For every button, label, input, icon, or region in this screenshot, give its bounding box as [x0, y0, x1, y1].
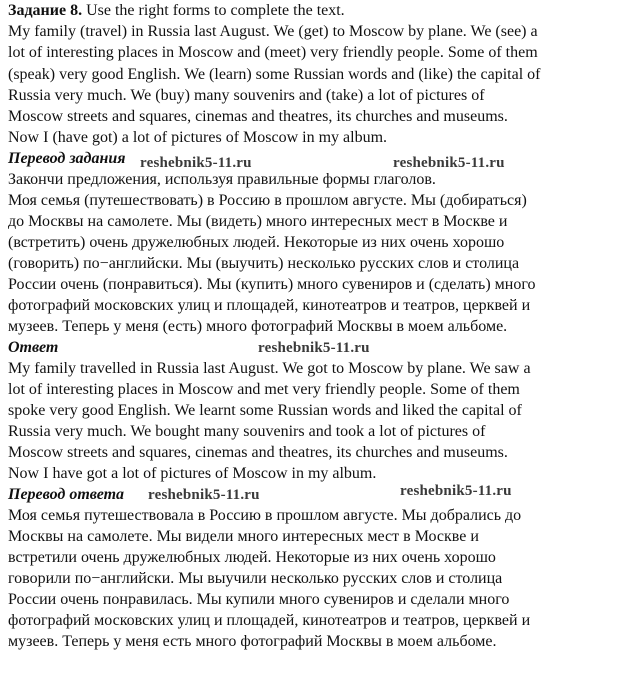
task-label: Задание 8.: [8, 2, 83, 19]
exercise-line: Now I (have got) a lot of pictures of Moscow in my album.: [8, 129, 388, 146]
answer-line: lot of interesting places in Moscow and met very friendly people. Some of them: [8, 381, 520, 398]
answer-line: Moscow streets and squares, cinemas and theatres, its churches and museums.: [8, 444, 508, 461]
answer-translation-line: Моя семья путешествовала в Россию в прошлом августе. Мы добрались до: [8, 507, 522, 524]
watermark-text: reshebnik5-11.ru: [148, 487, 260, 503]
answer-translation-line: музеев. Теперь у меня есть много фотографий Москвы в моем альбоме.: [8, 633, 497, 650]
task-title-line: [8, 0, 345, 21]
watermark-text: reshebnik5-11.ru: [393, 155, 505, 171]
answer-translation-line: говорили по−английски. Мы выучили несколько русских слов и столица: [8, 570, 503, 587]
exercise-line: lot of interesting places in Moscow and (meet) very friendly people. Some of them: [8, 44, 538, 61]
answer-line: Now I have got a lot of pictures of Moscow in my album.: [8, 465, 377, 482]
answer-translation-line: России очень понравилась. Мы купили много сувениров и сделали много: [8, 591, 510, 608]
answer-line: spoke very good English. We learnt some Russian words and liked the capital of: [8, 402, 522, 419]
answer-translation-heading: Перевод ответа: [8, 486, 125, 503]
task-translation-heading: Перевод задания: [8, 150, 126, 167]
answer-line: My family travelled in Russia last August. We got to Moscow by plane. We saw a: [8, 360, 531, 377]
task-translation-line: Моя семья (путешествовать) в Россию в прошлом августе. Мы (добираться): [8, 192, 527, 209]
task-translation-line: фотографий московских улиц и площадей, кинотеатров и театров, церквей и: [8, 297, 531, 314]
task-translation-line: России очень (понравиться). Мы (купить) много сувениров и (сделать) много: [8, 276, 536, 293]
task-translation-line: (говорить) по−английски. Мы (выучить) несколько русских слов и столица: [8, 255, 520, 272]
task-instruction: Use the right forms to complete the text.: [86, 2, 345, 19]
watermark-text: reshebnik5-11.ru: [140, 155, 252, 171]
watermark-text: reshebnik5-11.ru: [258, 340, 370, 356]
answer-translation-line: фотографий московских улиц и площадей, кинотеатров и театров, церквей и: [8, 612, 531, 629]
watermark-text: reshebnik5-11.ru: [400, 483, 512, 499]
task-translation-line: Закончи предложения, используя правильные формы глаголов.: [8, 171, 436, 188]
answer-translation-line: Москвы на самолете. Мы видели много интересных мест в Москве и: [8, 528, 479, 545]
exercise-line: Russia very much. We (buy) many souvenirs and (take) a lot of pictures of: [8, 87, 485, 104]
exercise-line: (speak) very good English. We (learn) some Russian words and (like) the capital of: [8, 66, 541, 83]
answer-heading: Ответ: [8, 339, 59, 356]
answer-translation-line: встретили очень дружелюбных людей. Некоторые из них очень хорошо: [8, 549, 496, 566]
answer-line: Russia very much. We bought many souvenirs and took a lot of pictures of: [8, 423, 486, 440]
exercise-line: My family (travel) in Russia last August. We (get) to Moscow by plane. We (see) a: [8, 23, 538, 40]
task-translation-line: (встретить) очень дружелюбных людей. Некоторые из них очень хорошо: [8, 234, 505, 251]
exercise-line: Moscow streets and squares, cinemas and theatres, its churches and museums.: [8, 108, 508, 125]
task-translation-line: музеев. Теперь у меня (есть) много фотографий Москвы в моем альбоме.: [8, 318, 508, 335]
task-translation-line: до Москвы на самолете. Мы (видеть) много интересных мест в Москве и: [8, 213, 508, 230]
